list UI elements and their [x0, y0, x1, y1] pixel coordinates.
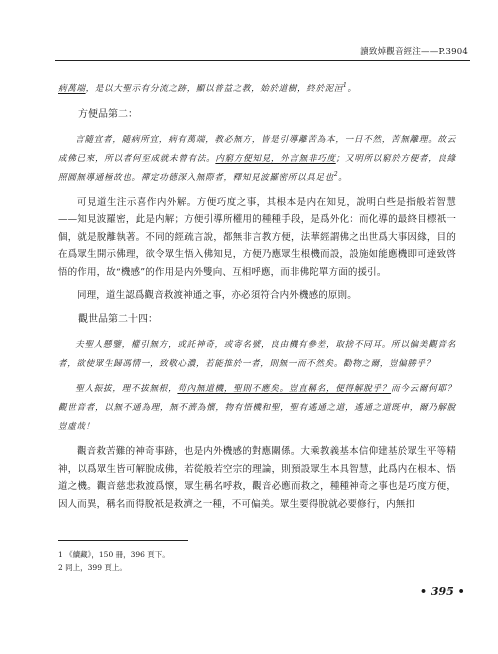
underlined-phrase: 内窮方便知見，外言無非巧度 [215, 154, 336, 164]
underlined-phrase: 苟內無道機，聖則不應矣。豈直稱名，便得解脫乎？ [177, 384, 392, 395]
quoted-passage [58, 380, 456, 437]
footnote-2: 2 同上，399 頁上。 [58, 563, 127, 572]
quote-text: ；又明所以窮於方便者，良緣照圓無導通極故也。禪定功德深入無際者，釋知見波羅密所以具足也 [58, 154, 456, 183]
underlined-phrase: 病萬端 [58, 84, 86, 94]
body-paragraph: 可見道生注示喜作内外解。方便巧度之事，其根本是内在知見，說明白些是指般若智慧——知見波羅密，此是内解；方便引導所權用的種種手段，是爲外化：而化導的最終目標祇一個，就是脫離執著。不同的經疏言說，都無非言教方便，法華經謂佛之出世爲大事因緣，目的在爲眾生開示佛理，欲令眾生悟入佛知見，方便乃應眾生根機而設，設施如能應機即可達致啓悟的作用，故“機感”的作用是内外雙向、互相呼應，而非佛陀單方面的援引。 [58, 197, 456, 278]
footnotes [58, 548, 170, 574]
quote-text: 而今云爾何耶？觀世音者，以無不通為理，無不濟為懷，物有悟機和聖，聖有遙通之道，遙通之道既申，爾乃解脫豈虛哉！ [58, 384, 456, 433]
body-paragraph: 觀音救苦難的神奇事跡，也是内外機感的對應關係。大乘教義基本信仰建基於眾生平等精神，以爲眾生皆可解脫成佛，若從般若空宗的理論，則預設眾生本具智慧，此爲内在根本、悟道之機。觀音慈悲救渡爲懷，眾生稱名呼救，觀音必應而救之，種種神奇之事也是巧度方便，因人而異，稱名而得脫祇是救濟之一種，不可偏美。眾生要得脫就必要修行，内無扣 [58, 446, 456, 510]
footnote-1: 1 《續藏》，150 冊，396 頁下。 [58, 550, 170, 559]
quote-end: 。 [338, 173, 348, 183]
quote-text: 聖人振拔，理不拔無根， [75, 384, 178, 395]
quote-text: ，是以大聖示有分流之跡，顯以普益之教，始於道樹，終於泥洹 [85, 84, 344, 94]
header-rule [55, 60, 470, 61]
quoted-passage [58, 336, 456, 374]
main-text [58, 80, 456, 513]
quote-text: 言隨宜者，隨病所宜，病有萬端，教必無方，皆是引導離苦為本，一日不然，苦無離理。故云成佛已來，所以者何至成就未曾有法。 [58, 135, 456, 164]
footnote-marker: 2 [333, 171, 339, 179]
quoted-passage [58, 131, 456, 188]
page-number: • 395 • [420, 585, 465, 598]
quote-text: 夫聖人懸鑒，權引無方，或託神奇，或寄名號，良由機有參差，取捨不同耳。所以偏美觀音名者，欲使眾生歸馮情一，致敬心濃，若能推於一者，則無一而不然矣。勸物之爾，豈偏勝乎？ [58, 340, 456, 370]
footnote-rule [58, 540, 188, 541]
body-paragraph: 同理，道生認爲觀音救渡神通之事，亦必須符合内外機感的原則。 [77, 290, 357, 302]
section-heading: 方便品第二： [78, 109, 138, 120]
section-heading: 觀世品第二十四： [78, 314, 158, 326]
quoted-passage [58, 80, 456, 99]
footnote-marker: 1 [343, 82, 348, 90]
quote-end: 。 [347, 84, 357, 94]
running-header: 讀致焯觀音經注——P.3904 [360, 47, 468, 57]
